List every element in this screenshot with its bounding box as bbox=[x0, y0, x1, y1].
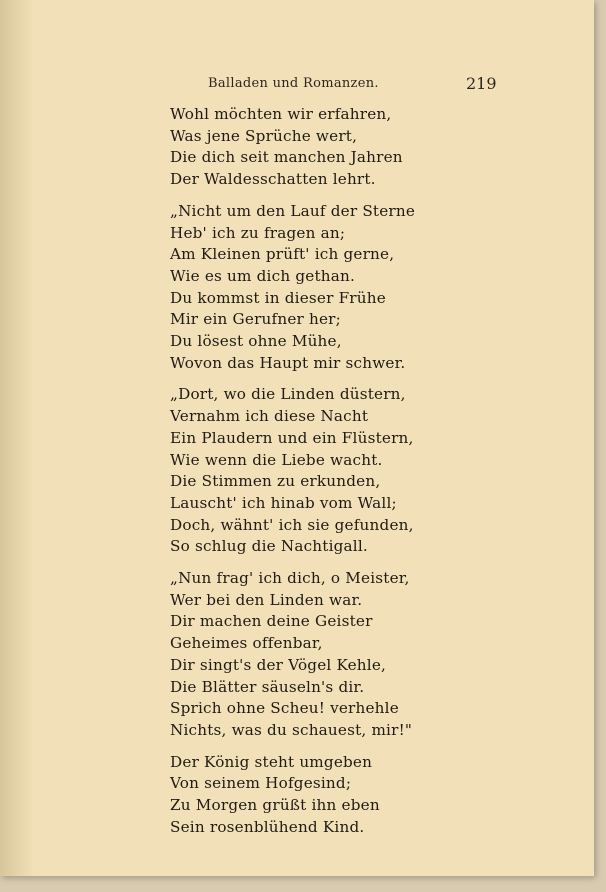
verse-line: So schlug die Nachtigall. bbox=[170, 537, 368, 556]
verse-line: Du lösest ohne Mühe, bbox=[170, 332, 342, 351]
verse-line: Was jene Sprüche wert, bbox=[170, 126, 358, 145]
stanza-1 bbox=[170, 104, 570, 191]
stanza-5 bbox=[170, 752, 570, 839]
verse-line: Dir machen deine Geister bbox=[170, 612, 373, 631]
verse-line: Mir ein Gerufner her; bbox=[170, 310, 341, 329]
verse-line: Wie wenn die Liebe wacht. bbox=[170, 450, 383, 469]
verse-line: Wie es um dich gethan. bbox=[170, 266, 355, 285]
verse-line: Geheimes offenbar, bbox=[170, 634, 323, 653]
verse-line: Von seinem Hofgesind; bbox=[170, 774, 352, 793]
verse-line: Dir singt's der Vögel Kehle, bbox=[170, 655, 387, 674]
poem bbox=[170, 104, 570, 849]
verse-line: Ein Plaudern und ein Flüstern, bbox=[170, 428, 414, 447]
verse-line: Heb' ich zu fragen an; bbox=[170, 223, 346, 242]
verse-line: Du kommst in dieser Frühe bbox=[170, 288, 386, 307]
stanza-4 bbox=[170, 568, 570, 742]
running-head bbox=[0, 76, 594, 96]
verse-line: Die dich seit manchen Jahren bbox=[170, 148, 403, 167]
verse-line: Wohl möchten wir erfahren, bbox=[170, 105, 392, 123]
verse-line: Sprich ohne Scheu! verhehle bbox=[170, 699, 399, 718]
verse-line: Die Blätter säuseln's dir. bbox=[170, 677, 365, 696]
verse-line: Die Stimmen zu erkunden, bbox=[170, 472, 381, 491]
verse-line: Sein rosenblühend Kind. bbox=[170, 817, 365, 836]
verse-line: „Nicht um den Lauf der Sterne bbox=[170, 201, 416, 220]
stanza-3 bbox=[170, 384, 570, 558]
verse-line: Nichts, was du schauest, mir!" bbox=[170, 720, 413, 739]
stanza-2 bbox=[170, 201, 570, 375]
verse-line: Wovon das Haupt mir schwer. bbox=[170, 353, 406, 372]
verse-line: Am Kleinen prüft' ich gerne, bbox=[170, 245, 395, 264]
verse-line: „Dort, wo die Linden düstern, bbox=[170, 385, 406, 404]
verse-line: Der König steht umgeben bbox=[170, 752, 373, 771]
verse-line: Zu Morgen grüßt ihn eben bbox=[170, 796, 380, 815]
verse-line: Wer bei den Linden war. bbox=[170, 590, 363, 609]
running-title: Balladen und Romanzen. bbox=[208, 76, 379, 91]
verse-line: Der Waldesschatten lehrt. bbox=[170, 170, 376, 189]
verse-line: Vernahm ich diese Nacht bbox=[170, 407, 369, 426]
page-number: 219 bbox=[466, 74, 497, 93]
verse-line: Doch, wähnt' ich sie gefunden, bbox=[170, 515, 414, 534]
verse-line: Lauscht' ich hinab vom Wall; bbox=[170, 493, 397, 512]
verse-line: „Nun frag' ich dich, o Meister, bbox=[170, 569, 410, 588]
